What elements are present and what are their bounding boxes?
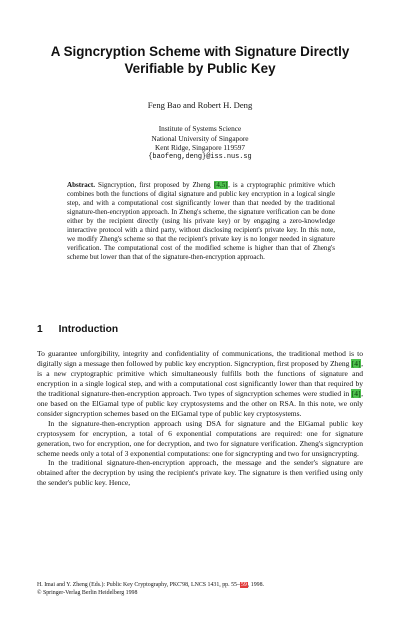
paper-title [30, 43, 370, 77]
copyright-notice: © Springer-Verlag Berlin Heidelberg 1998 [37, 589, 138, 596]
paragraph-2: In the signature-then-encryption approach using DSA for signature and the ElGamal public key cryptosysem for encryption, a total of 6 exponential computations are required: one for signature generation, two for encryption, one for decryption, and two for signature verification. Zheng's signcryption scheme needs only a total of 3 exponential computations: one for signcrypting and two for unsigncrypting. [37, 418, 363, 458]
paragraph-1-text-b: , is a new cryptographic primitive which simultaneously fulfills both the functions of signature and encryption in a single logical step, and with a computational cost significantly lower than that required by the traditional signature-then-encryption approach. Two types of signcryption schemes were studied in [37, 358, 363, 398]
abstract-text-start: Signcryption, first proposed by Zheng [98, 181, 214, 189]
footer-citation-text: H. Imai and Y. Zheng (Eds.): Public Key Cryptography, PKC'98, LNCS 1431, pp. 55– [37, 582, 240, 588]
paragraph-3: In the traditional signature-then-encryption approach, the message and the sender's signature are obtained after the decryption by using the recipient's private key. The signature is then verified using only the sender's public key. Hence, [37, 458, 363, 488]
affiliation-address: Kent Ridge, Singapore 119597 [154, 143, 246, 153]
abstract [67, 181, 335, 262]
affiliation-block [0, 124, 400, 162]
citation-link[interactable]: [4] [351, 388, 361, 398]
paragraph-1-text-a: To guarantee unforgibility, integrity and confidentiality of communications, the traditional method is to digitally sign a message then followed by public key encryption. Signcryption, first proposed by Zheng [37, 349, 363, 368]
section-number: 1 [37, 324, 43, 335]
footer-citation-year: , 1998. [247, 582, 265, 588]
section-heading [37, 324, 118, 336]
citation-link[interactable]: [4,5] [214, 181, 228, 189]
affiliation-university: National University of Singapore [151, 133, 249, 143]
title-line-2: Verifiable by Public Key [124, 61, 276, 76]
section-title: Introduction [58, 324, 119, 335]
title-line-1: A Signcryption Scheme with Signature Directly [50, 44, 350, 59]
citation-link[interactable]: [4] [351, 358, 361, 368]
footer-citation [37, 582, 367, 590]
abstract-label: Abstract. [67, 181, 95, 189]
page-footer [37, 582, 367, 597]
affiliation-institute: Institute of Systems Science [158, 124, 242, 133]
paragraph-1 [37, 349, 363, 419]
page-range-link[interactable]: 59 [240, 582, 247, 588]
author-email: {baofeng,deng}@iss.nus.sg [148, 152, 252, 161]
author-list: Feng Bao and Robert H. Deng [147, 100, 253, 110]
body-text [37, 349, 363, 488]
abstract-text-rest: , is a cryptographic primitive which combines both the functions of digital signature and public key encryption in a logical single step, and with a computational cost significantly lower than that needed by the traditional signature-then-encryption approach. In Zheng's scheme, the signature verification can be done either by the recipient directly (using his private key) or by engaging a zero-knowledge interactive protocol with a third party, without disclosing recipient's private key. In this note, we modify Zheng's scheme so that the recipient's private key is no longer needed in signature verification. The computational cost of the modified scheme is higher than that of Zheng's scheme but lower than that of the signature-then-encryption approach. [67, 181, 336, 262]
paragraph-1-text-c: , one based on the ElGamal type of public key cryptosystems and the other on RSA. In this note, we only consider signcryption schemes based on the ElGamal type of public key cryptosystems. [37, 388, 363, 418]
